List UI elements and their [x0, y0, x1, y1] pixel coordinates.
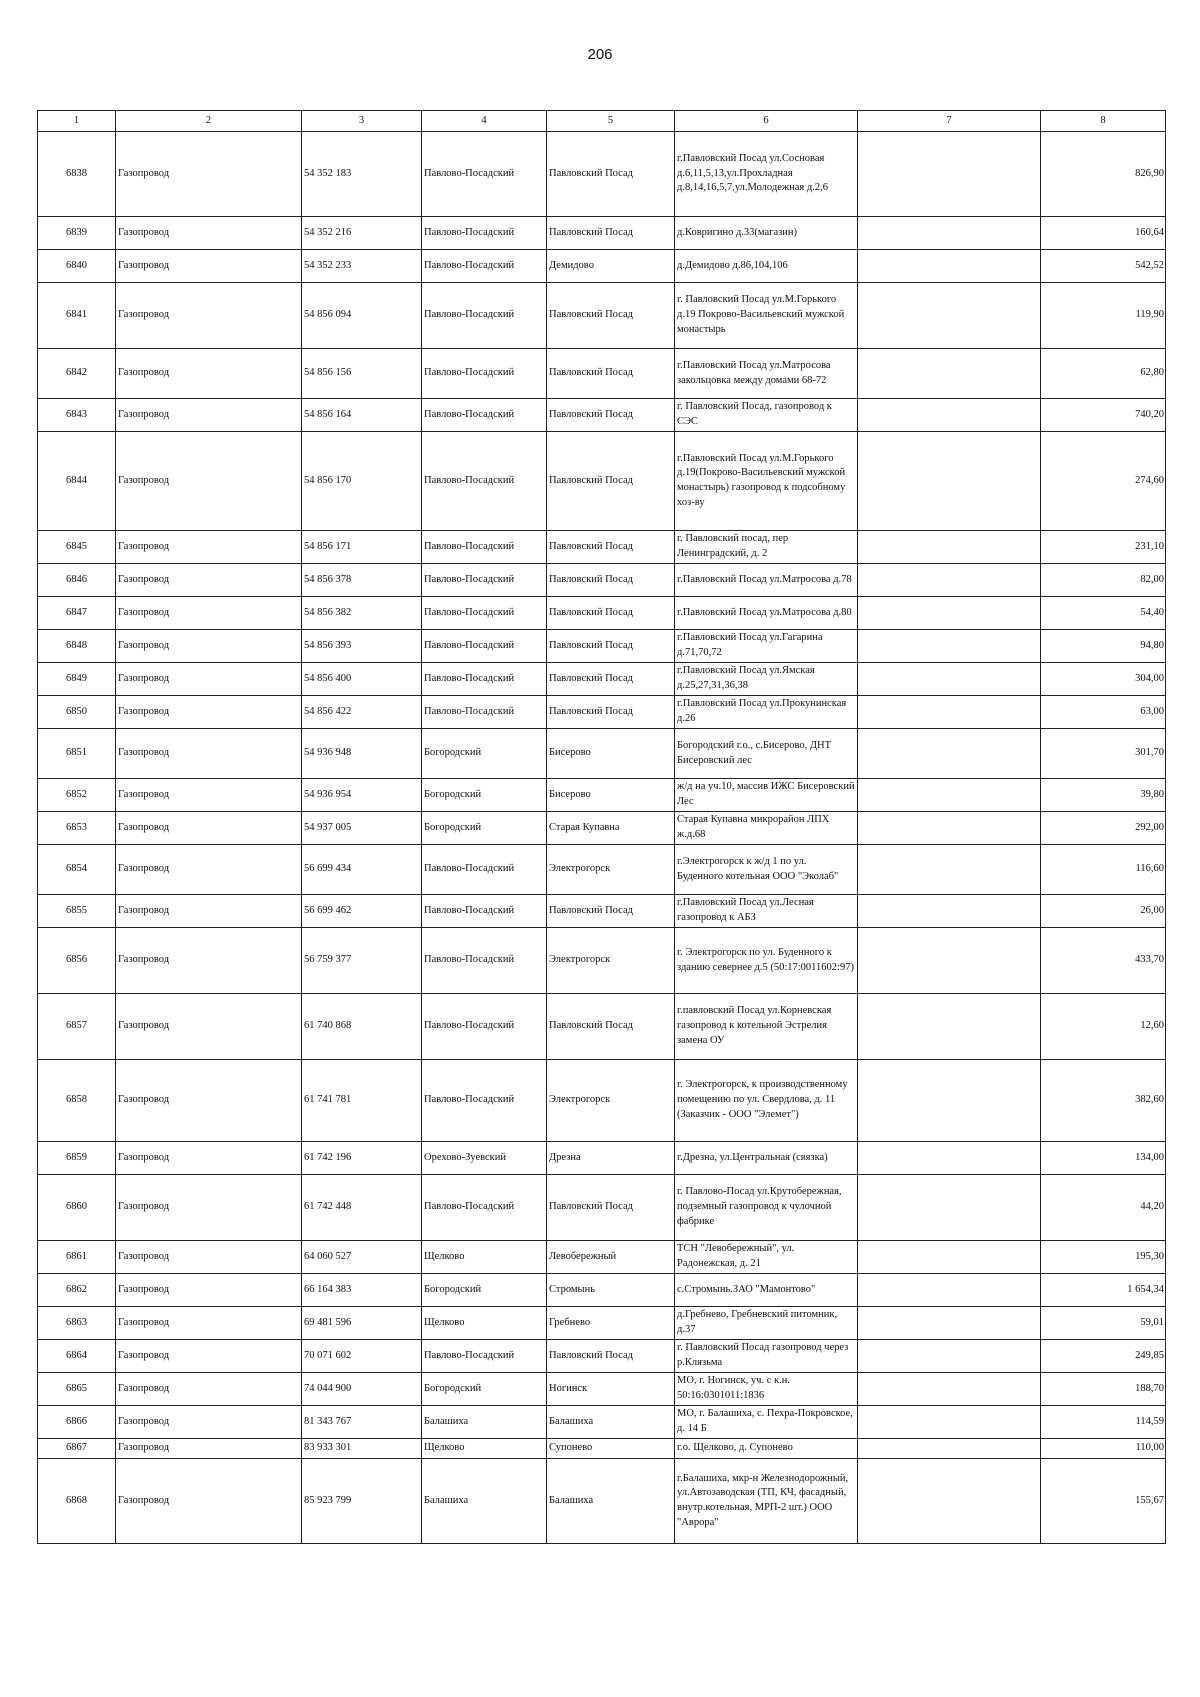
address-cell: д.Демидово д.86,104,106 — [675, 250, 858, 283]
column-7-cell — [858, 994, 1041, 1060]
value-cell: 304,00 — [1041, 663, 1166, 696]
inventory-number-cell: 83 933 301 — [302, 1439, 422, 1459]
table-row — [38, 994, 1166, 1060]
inventory-number-cell: 69 481 596 — [302, 1307, 422, 1340]
table-row — [38, 597, 1166, 630]
address-cell: г.Балашиха, мкр-н Железнодорожный, ул.Автозаводская (ТП, КЧ, фасадный, внутр.котельная, МРП-2 шт.) ООО "Аврора" — [675, 1459, 858, 1544]
row-number-cell: 6845 — [38, 531, 116, 564]
district-cell: Павлово-Посадский — [422, 399, 547, 432]
row-number-cell: 6847 — [38, 597, 116, 630]
district-cell: Павлово-Посадский — [422, 630, 547, 663]
column-7-cell — [858, 895, 1041, 928]
inventory-number-cell: 54 856 378 — [302, 564, 422, 597]
address-cell: г. Электрогорск по ул. Буденного к зданию севернее д.5 (50:17:0011602:97) — [675, 928, 858, 994]
row-number-cell: 6863 — [38, 1307, 116, 1340]
district-cell: Орехово-Зуевский — [422, 1142, 547, 1175]
address-cell: ТСН "Левобережный", ул. Радонежская, д. 21 — [675, 1241, 858, 1274]
row-number-cell: 6849 — [38, 663, 116, 696]
locality-cell: Павловский Посад — [547, 597, 675, 630]
table-row — [38, 895, 1166, 928]
object-name-cell: Газопровод — [116, 895, 302, 928]
column-7-cell — [858, 1439, 1041, 1459]
value-cell: 12,60 — [1041, 994, 1166, 1060]
locality-cell: Павловский Посад — [547, 399, 675, 432]
value-cell: 155,67 — [1041, 1459, 1166, 1544]
object-name-cell: Газопровод — [116, 630, 302, 663]
row-number-cell: 6852 — [38, 779, 116, 812]
address-cell: д.Гребнево, Гребневский питомник, д.37 — [675, 1307, 858, 1340]
row-number-cell: 6854 — [38, 845, 116, 895]
inventory-number-cell: 54 856 094 — [302, 283, 422, 349]
column-7-cell — [858, 779, 1041, 812]
table-row — [38, 217, 1166, 250]
object-name-cell: Газопровод — [116, 812, 302, 845]
inventory-number-cell: 61 740 868 — [302, 994, 422, 1060]
value-cell: 82,00 — [1041, 564, 1166, 597]
column-header: 6 — [675, 111, 858, 132]
row-number-cell: 6843 — [38, 399, 116, 432]
object-name-cell: Газопровод — [116, 283, 302, 349]
value-cell: 94,80 — [1041, 630, 1166, 663]
object-name-cell: Газопровод — [116, 696, 302, 729]
column-header: 3 — [302, 111, 422, 132]
row-number-cell: 6865 — [38, 1373, 116, 1406]
locality-cell: Балашиха — [547, 1406, 675, 1439]
column-7-cell — [858, 432, 1041, 531]
row-number-cell: 6867 — [38, 1439, 116, 1459]
row-number-cell: 6842 — [38, 349, 116, 399]
inventory-number-cell: 54 856 156 — [302, 349, 422, 399]
district-cell: Павлово-Посадский — [422, 994, 547, 1060]
column-7-cell — [858, 696, 1041, 729]
column-7-cell — [858, 399, 1041, 432]
row-number-cell: 6857 — [38, 994, 116, 1060]
inventory-number-cell: 54 856 171 — [302, 531, 422, 564]
district-cell: Павлово-Посадский — [422, 1175, 547, 1241]
column-7-cell — [858, 812, 1041, 845]
table-row — [38, 432, 1166, 531]
district-cell: Балашиха — [422, 1406, 547, 1439]
inventory-number-cell: 54 937 005 — [302, 812, 422, 845]
inventory-number-cell: 54 856 170 — [302, 432, 422, 531]
inventory-number-cell: 54 856 400 — [302, 663, 422, 696]
locality-cell: Павловский Посад — [547, 630, 675, 663]
table-row — [38, 812, 1166, 845]
district-cell: Богородский — [422, 1373, 547, 1406]
district-cell: Павлово-Посадский — [422, 845, 547, 895]
column-header: 2 — [116, 111, 302, 132]
district-cell: Павлово-Посадский — [422, 432, 547, 531]
value-cell: 195,30 — [1041, 1241, 1166, 1274]
row-number-cell: 6853 — [38, 812, 116, 845]
address-cell: г. Павловский посад, пер Ленинградский, д. 2 — [675, 531, 858, 564]
locality-cell: Супонево — [547, 1439, 675, 1459]
value-cell: 119,90 — [1041, 283, 1166, 349]
address-cell: г.павловский Посад ул.Корневская газопровод к котельной Эстрелия замена ОУ — [675, 994, 858, 1060]
inventory-number-cell: 54 936 954 — [302, 779, 422, 812]
locality-cell: Электрогорск — [547, 1060, 675, 1142]
district-cell: Щелково — [422, 1439, 547, 1459]
district-cell: Щелково — [422, 1307, 547, 1340]
object-name-cell: Газопровод — [116, 1406, 302, 1439]
column-7-cell — [858, 132, 1041, 217]
district-cell: Павлово-Посадский — [422, 250, 547, 283]
address-cell: ж/д на уч.10, массив ИЖС Бисеровский Лес — [675, 779, 858, 812]
row-number-cell: 6861 — [38, 1241, 116, 1274]
locality-cell: Стромынь — [547, 1274, 675, 1307]
column-7-cell — [858, 663, 1041, 696]
inventory-number-cell: 54 352 216 — [302, 217, 422, 250]
locality-cell: Бисерово — [547, 779, 675, 812]
address-cell: г.Павловский Посад ул.Матросова д.80 — [675, 597, 858, 630]
district-cell: Павлово-Посадский — [422, 895, 547, 928]
row-number-cell: 6840 — [38, 250, 116, 283]
value-cell: 740,20 — [1041, 399, 1166, 432]
value-cell: 433,70 — [1041, 928, 1166, 994]
inventory-number-cell: 54 352 183 — [302, 132, 422, 217]
table-row — [38, 1241, 1166, 1274]
value-cell: 26,00 — [1041, 895, 1166, 928]
address-cell: г. Павлово-Посад ул.Крутобережная, подземный газопровод к чулочной фабрике — [675, 1175, 858, 1241]
object-name-cell: Газопровод — [116, 1373, 302, 1406]
value-cell: 826,90 — [1041, 132, 1166, 217]
column-7-cell — [858, 1340, 1041, 1373]
table-row — [38, 250, 1166, 283]
column-7-cell — [858, 217, 1041, 250]
table-row — [38, 349, 1166, 399]
row-number-cell: 6862 — [38, 1274, 116, 1307]
column-7-cell — [858, 928, 1041, 994]
object-name-cell: Газопровод — [116, 399, 302, 432]
value-cell: 188,70 — [1041, 1373, 1166, 1406]
inventory-number-cell: 54 856 393 — [302, 630, 422, 663]
table-row — [38, 779, 1166, 812]
column-7-cell — [858, 1406, 1041, 1439]
table-row — [38, 729, 1166, 779]
table-row — [38, 845, 1166, 895]
locality-cell: Павловский Посад — [547, 1340, 675, 1373]
registry-table — [37, 110, 1166, 1544]
locality-cell: Павловский Посад — [547, 895, 675, 928]
table-row — [38, 1340, 1166, 1373]
row-number-cell: 6850 — [38, 696, 116, 729]
inventory-number-cell: 81 343 767 — [302, 1406, 422, 1439]
table-row — [38, 1406, 1166, 1439]
column-7-cell — [858, 1142, 1041, 1175]
column-7-cell — [858, 729, 1041, 779]
table-row — [38, 564, 1166, 597]
row-number-cell: 6846 — [38, 564, 116, 597]
locality-cell: Электрогорск — [547, 845, 675, 895]
inventory-number-cell: 54 352 233 — [302, 250, 422, 283]
object-name-cell: Газопровод — [116, 663, 302, 696]
column-7-cell — [858, 1307, 1041, 1340]
district-cell: Балашиха — [422, 1459, 547, 1544]
object-name-cell: Газопровод — [116, 564, 302, 597]
address-cell: г.Павловский Посад ул.Сосновая д.6,11,5,13,ул.Прохладная д.8,14,16,5,7,ул.Молодежная д.2,6 — [675, 132, 858, 217]
inventory-number-cell: 66 164 383 — [302, 1274, 422, 1307]
address-cell: г.Павловский Посад ул.Ямская д.25,27,31,36,38 — [675, 663, 858, 696]
column-7-cell — [858, 250, 1041, 283]
inventory-number-cell: 61 742 448 — [302, 1175, 422, 1241]
locality-cell: Павловский Посад — [547, 696, 675, 729]
table-row — [38, 132, 1166, 217]
table-row — [38, 399, 1166, 432]
locality-cell: Демидово — [547, 250, 675, 283]
column-header: 7 — [858, 111, 1041, 132]
column-7-cell — [858, 564, 1041, 597]
object-name-cell: Газопровод — [116, 1439, 302, 1459]
inventory-number-cell: 64 060 527 — [302, 1241, 422, 1274]
district-cell: Богородский — [422, 1274, 547, 1307]
object-name-cell: Газопровод — [116, 1459, 302, 1544]
inventory-number-cell: 56 759 377 — [302, 928, 422, 994]
address-cell: с.Стромынь.ЗАО "Мамонтово" — [675, 1274, 858, 1307]
page-number: 206 — [587, 46, 613, 63]
column-7-cell — [858, 1060, 1041, 1142]
column-7-cell — [858, 1373, 1041, 1406]
locality-cell: Павловский Посад — [547, 217, 675, 250]
column-number-row — [38, 111, 1166, 132]
table-row — [38, 928, 1166, 994]
district-cell: Павлово-Посадский — [422, 1340, 547, 1373]
district-cell: Павлово-Посадский — [422, 531, 547, 564]
table-row — [38, 283, 1166, 349]
value-cell: 59,01 — [1041, 1307, 1166, 1340]
table-row — [38, 630, 1166, 663]
value-cell: 274,60 — [1041, 432, 1166, 531]
address-cell: г.Павловский Посад ул.Матросова закольцовка между домами 68-72 — [675, 349, 858, 399]
object-name-cell: Газопровод — [116, 1307, 302, 1340]
object-name-cell: Газопровод — [116, 349, 302, 399]
address-cell: г.Павловский Посад ул.Матросова д.78 — [675, 564, 858, 597]
column-header: 1 — [38, 111, 116, 132]
value-cell: 116,60 — [1041, 845, 1166, 895]
column-7-cell — [858, 1175, 1041, 1241]
table-row — [38, 1142, 1166, 1175]
district-cell: Богородский — [422, 812, 547, 845]
row-number-cell: 6855 — [38, 895, 116, 928]
district-cell: Павлово-Посадский — [422, 696, 547, 729]
locality-cell: Павловский Посад — [547, 283, 675, 349]
locality-cell: Старая Купавна — [547, 812, 675, 845]
value-cell: 160,64 — [1041, 217, 1166, 250]
column-7-cell — [858, 1274, 1041, 1307]
district-cell: Павлово-Посадский — [422, 349, 547, 399]
district-cell: Богородский — [422, 729, 547, 779]
address-cell: Богородский г.о., с.Бисерово, ДНТ Бисеровский лес — [675, 729, 858, 779]
row-number-cell: 6838 — [38, 132, 116, 217]
column-7-cell — [858, 630, 1041, 663]
object-name-cell: Газопровод — [116, 432, 302, 531]
value-cell: 44,20 — [1041, 1175, 1166, 1241]
locality-cell: Балашиха — [547, 1459, 675, 1544]
value-cell: 382,60 — [1041, 1060, 1166, 1142]
row-number-cell: 6856 — [38, 928, 116, 994]
address-cell: г. Электрогорск, к производственному помещению по ул. Свердлова, д. 11 (Заказчик - ООО "Элемет") — [675, 1060, 858, 1142]
address-cell: г.о. Щелково, д. Супонево — [675, 1439, 858, 1459]
value-cell: 231,10 — [1041, 531, 1166, 564]
inventory-number-cell: 85 923 799 — [302, 1459, 422, 1544]
address-cell: г.Павловский Посад ул.Прокунинская д.26 — [675, 696, 858, 729]
object-name-cell: Газопровод — [116, 729, 302, 779]
value-cell: 110,00 — [1041, 1439, 1166, 1459]
address-cell: МО, г. Балашиха, с. Пехра-Покровское, д. 14 Б — [675, 1406, 858, 1439]
inventory-number-cell: 54 936 948 — [302, 729, 422, 779]
object-name-cell: Газопровод — [116, 1175, 302, 1241]
table-row — [38, 1439, 1166, 1459]
row-number-cell: 6860 — [38, 1175, 116, 1241]
value-cell: 54,40 — [1041, 597, 1166, 630]
inventory-number-cell: 56 699 462 — [302, 895, 422, 928]
locality-cell: Павловский Посад — [547, 1175, 675, 1241]
district-cell: Павлово-Посадский — [422, 597, 547, 630]
object-name-cell: Газопровод — [116, 845, 302, 895]
district-cell: Павлово-Посадский — [422, 928, 547, 994]
table-row — [38, 663, 1166, 696]
locality-cell: Бисерово — [547, 729, 675, 779]
locality-cell: Гребнево — [547, 1307, 675, 1340]
table-row — [38, 1307, 1166, 1340]
inventory-number-cell: 54 856 382 — [302, 597, 422, 630]
value-cell: 39,80 — [1041, 779, 1166, 812]
inventory-number-cell: 61 741 781 — [302, 1060, 422, 1142]
locality-cell: Левобережный — [547, 1241, 675, 1274]
object-name-cell: Газопровод — [116, 217, 302, 250]
district-cell: Богородский — [422, 779, 547, 812]
district-cell: Павлово-Посадский — [422, 132, 547, 217]
column-7-cell — [858, 845, 1041, 895]
object-name-cell: Газопровод — [116, 928, 302, 994]
column-7-cell — [858, 283, 1041, 349]
row-number-cell: 6844 — [38, 432, 116, 531]
inventory-number-cell: 74 044 900 — [302, 1373, 422, 1406]
object-name-cell: Газопровод — [116, 1060, 302, 1142]
address-cell: г.Дрезна, ул.Центральная (связка) — [675, 1142, 858, 1175]
column-7-cell — [858, 1241, 1041, 1274]
locality-cell: Павловский Посад — [547, 432, 675, 531]
row-number-cell: 6839 — [38, 217, 116, 250]
address-cell: г. Павловский Посад газопровод через р.Клязьма — [675, 1340, 858, 1373]
table-row — [38, 1175, 1166, 1241]
table-row — [38, 1459, 1166, 1544]
inventory-number-cell: 54 856 422 — [302, 696, 422, 729]
object-name-cell: Газопровод — [116, 1241, 302, 1274]
locality-cell: Павловский Посад — [547, 663, 675, 696]
object-name-cell: Газопровод — [116, 994, 302, 1060]
value-cell: 62,80 — [1041, 349, 1166, 399]
address-cell: г.Павловский Посад ул.Гагарина д.71,70,72 — [675, 630, 858, 663]
column-header: 5 — [547, 111, 675, 132]
column-header: 4 — [422, 111, 547, 132]
locality-cell: Ногинск — [547, 1373, 675, 1406]
table-row — [38, 696, 1166, 729]
value-cell: 542,52 — [1041, 250, 1166, 283]
value-cell: 114,59 — [1041, 1406, 1166, 1439]
address-cell: г. Павловский Посад ул.М.Горького д.19 Покрово-Васильевский мужской монастырь — [675, 283, 858, 349]
locality-cell: Павловский Посад — [547, 349, 675, 399]
table-row — [38, 1274, 1166, 1307]
district-cell: Павлово-Посадский — [422, 1060, 547, 1142]
row-number-cell: 6851 — [38, 729, 116, 779]
value-cell: 1 654,34 — [1041, 1274, 1166, 1307]
address-cell: МО, г. Ногинск, уч. с к.н. 50:16:0301011:1836 — [675, 1373, 858, 1406]
object-name-cell: Газопровод — [116, 1340, 302, 1373]
inventory-number-cell: 61 742 196 — [302, 1142, 422, 1175]
locality-cell: Павловский Посад — [547, 994, 675, 1060]
address-cell: г.Павловский Посад ул.М.Горького д.19(Покрово-Васильевский мужской монастырь) газопровод к подсобному хоз-ву — [675, 432, 858, 531]
value-cell: 63,00 — [1041, 696, 1166, 729]
district-cell: Павлово-Посадский — [422, 564, 547, 597]
object-name-cell: Газопровод — [116, 597, 302, 630]
value-cell: 301,70 — [1041, 729, 1166, 779]
object-name-cell: Газопровод — [116, 531, 302, 564]
row-number-cell: 6864 — [38, 1340, 116, 1373]
row-number-cell: 6848 — [38, 630, 116, 663]
locality-cell: Павловский Посад — [547, 531, 675, 564]
object-name-cell: Газопровод — [116, 132, 302, 217]
value-cell: 249,85 — [1041, 1340, 1166, 1373]
table-row — [38, 1373, 1166, 1406]
address-cell: Старая Купавна микрорайон ЛПХ ж.д.68 — [675, 812, 858, 845]
object-name-cell: Газопровод — [116, 1274, 302, 1307]
locality-cell: Павловский Посад — [547, 564, 675, 597]
district-cell: Павлово-Посадский — [422, 663, 547, 696]
district-cell: Павлово-Посадский — [422, 283, 547, 349]
locality-cell: Дрезна — [547, 1142, 675, 1175]
row-number-cell: 6859 — [38, 1142, 116, 1175]
address-cell: д.Ковригино д.33(магазин) — [675, 217, 858, 250]
object-name-cell: Газопровод — [116, 779, 302, 812]
inventory-number-cell: 54 856 164 — [302, 399, 422, 432]
locality-cell: Павловский Посад — [547, 132, 675, 217]
row-number-cell: 6858 — [38, 1060, 116, 1142]
object-name-cell: Газопровод — [116, 250, 302, 283]
inventory-number-cell: 56 699 434 — [302, 845, 422, 895]
column-header: 8 — [1041, 111, 1166, 132]
table-row — [38, 1060, 1166, 1142]
inventory-number-cell: 70 071 602 — [302, 1340, 422, 1373]
column-7-cell — [858, 349, 1041, 399]
row-number-cell: 6868 — [38, 1459, 116, 1544]
column-7-cell — [858, 597, 1041, 630]
address-cell: г. Павловский Посад, газопровод к СЭС — [675, 399, 858, 432]
locality-cell: Электрогорск — [547, 928, 675, 994]
row-number-cell: 6841 — [38, 283, 116, 349]
object-name-cell: Газопровод — [116, 1142, 302, 1175]
value-cell: 292,00 — [1041, 812, 1166, 845]
row-number-cell: 6866 — [38, 1406, 116, 1439]
address-cell: г.Электрогорск к ж/д 1 по ул. Буденного котельная ООО "Эколаб" — [675, 845, 858, 895]
district-cell: Павлово-Посадский — [422, 217, 547, 250]
column-7-cell — [858, 531, 1041, 564]
table-row — [38, 531, 1166, 564]
address-cell: г.Павловский Посад ул.Лесная газопровод к АБЗ — [675, 895, 858, 928]
column-7-cell — [858, 1459, 1041, 1544]
value-cell: 134,00 — [1041, 1142, 1166, 1175]
district-cell: Щелково — [422, 1241, 547, 1274]
